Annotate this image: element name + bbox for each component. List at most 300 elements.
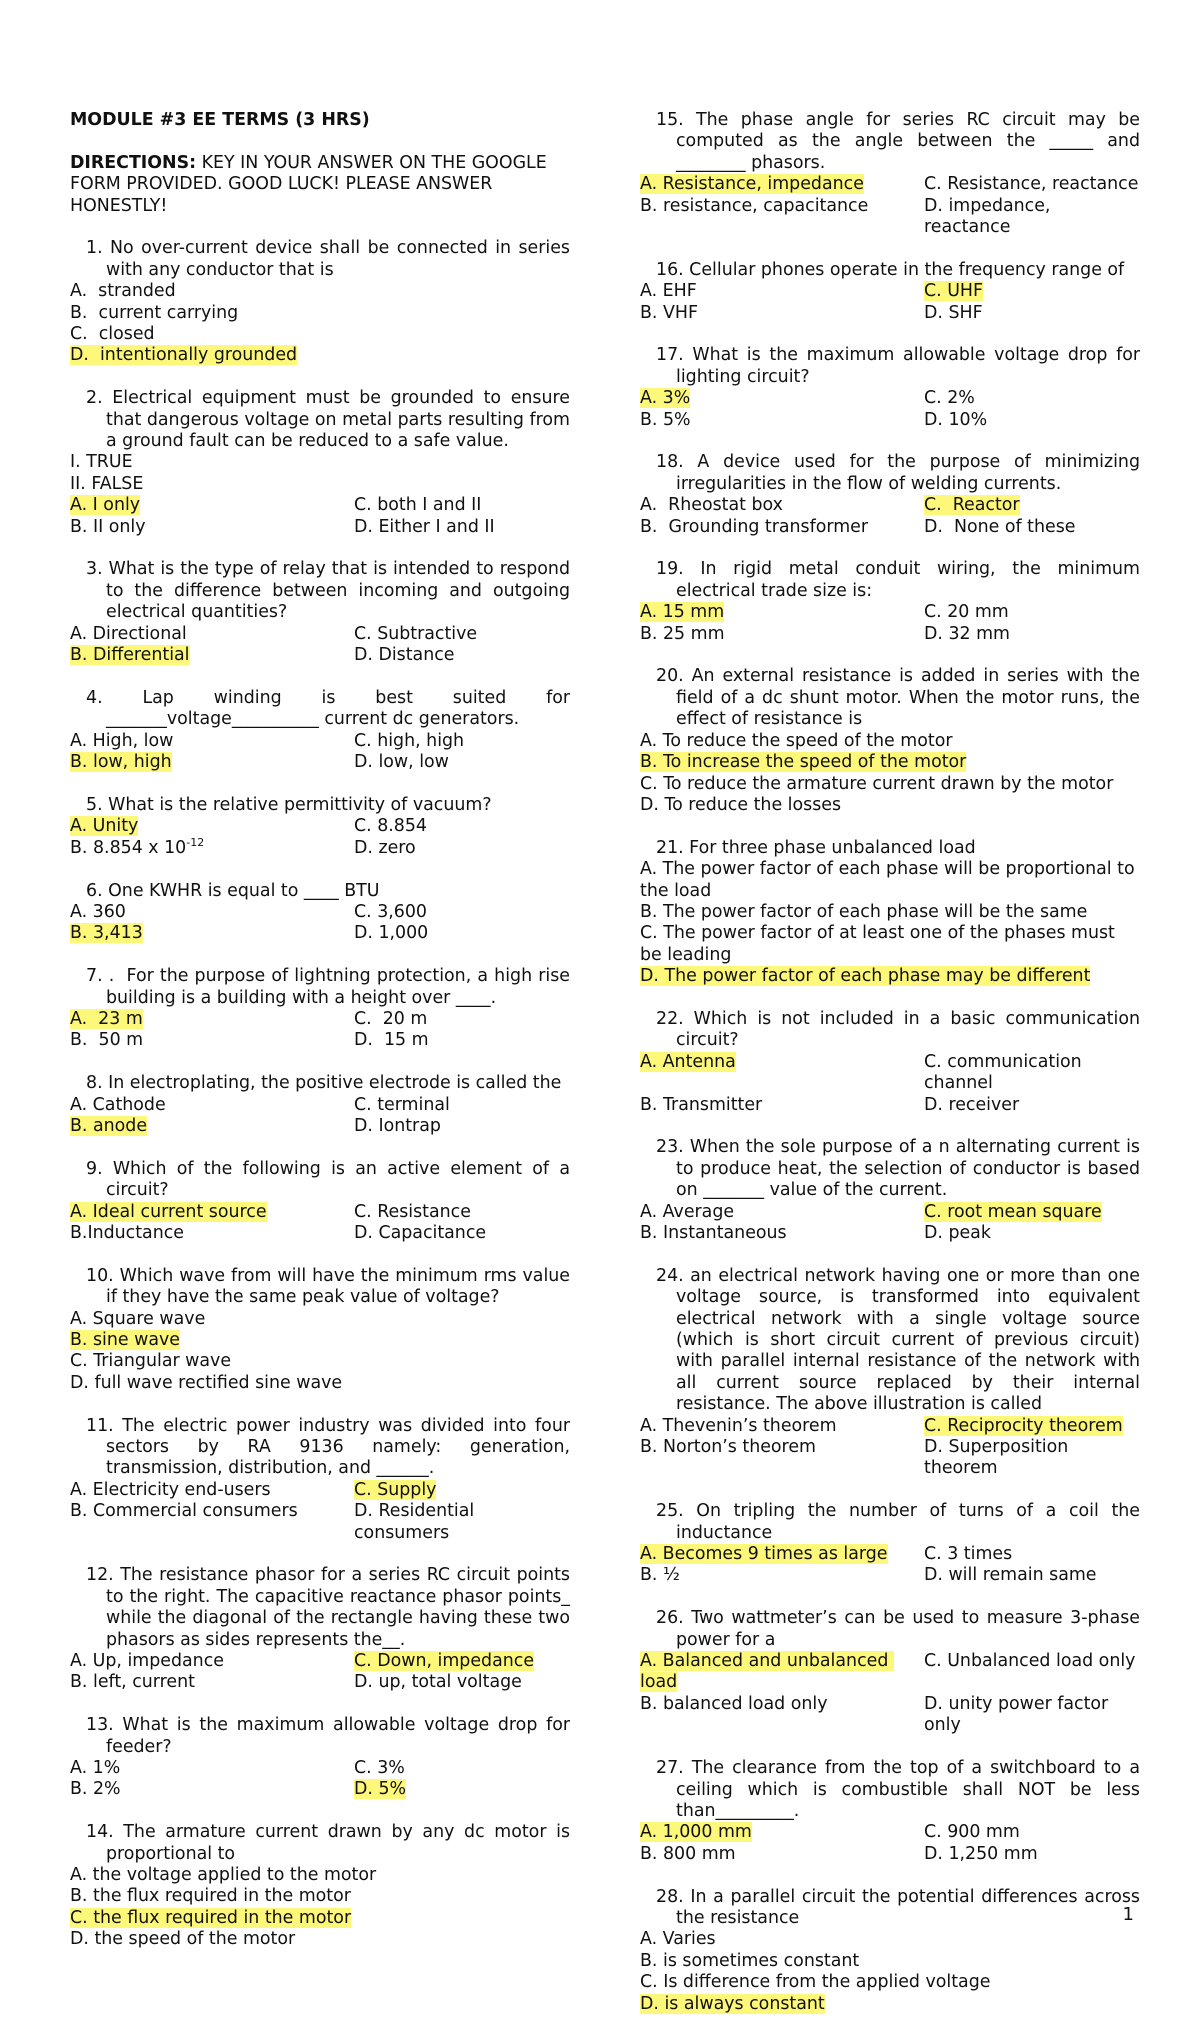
option: D. receiver xyxy=(924,1094,1020,1115)
question-text: 18. A device used for the purpose of minimizing irregularities in the flow of welding currents. xyxy=(656,452,1146,494)
option-line xyxy=(70,1309,570,1330)
option-row xyxy=(640,495,1140,516)
option-cell xyxy=(924,281,1140,302)
question-block xyxy=(640,838,1140,1009)
option-row xyxy=(640,517,1140,538)
option: B. balanced load only xyxy=(640,1693,828,1714)
option-cell xyxy=(640,1437,924,1480)
question-block xyxy=(640,1137,1146,1265)
option: D. Either I and II xyxy=(354,516,495,537)
option: B. current carrying xyxy=(70,302,239,323)
option-cell xyxy=(924,1844,1140,1865)
question-text: 3. What is the type of relay that is intended to respond to the difference between incoming and outgoing electrical quantities? xyxy=(86,559,576,623)
option-cell xyxy=(640,1565,924,1586)
option-cell xyxy=(640,495,924,516)
option-cell xyxy=(70,645,354,666)
option-row xyxy=(640,174,1140,195)
spacer xyxy=(640,1865,1140,1886)
option: B. 5% xyxy=(640,409,691,430)
option-cell xyxy=(640,517,924,538)
option-cell xyxy=(70,517,354,538)
option: B. Instantaneous xyxy=(640,1223,787,1243)
option-cell xyxy=(924,1095,1140,1116)
question-text: 21. For three phase unbalanced load xyxy=(656,837,976,858)
option: B. The power factor of each phase will be the same xyxy=(640,901,1088,922)
option-cell xyxy=(354,624,570,645)
option-cell xyxy=(70,1009,354,1030)
option: A. To reduce the speed of the motor xyxy=(640,730,953,751)
option-cell xyxy=(354,517,570,538)
option-line xyxy=(70,303,570,324)
option-cell xyxy=(70,1223,354,1244)
option-cell xyxy=(70,495,354,516)
question-text: 14. The armature current drawn by any dc motor is proportional to xyxy=(86,1822,576,1864)
question-block xyxy=(70,1715,576,1822)
spacer xyxy=(640,324,1140,345)
option: C. 3 times xyxy=(924,1544,1013,1565)
option-row xyxy=(640,1822,1140,1843)
option: C. 8.854 xyxy=(354,816,427,837)
option-row xyxy=(70,1009,570,1030)
option-cell xyxy=(924,495,1140,516)
option: D. low, low xyxy=(354,752,449,773)
spacer xyxy=(640,238,1140,259)
option-cell xyxy=(354,1501,570,1544)
option: C. communication channel xyxy=(924,1051,1088,1094)
option-row xyxy=(70,1651,570,1672)
option-cell xyxy=(354,495,570,516)
option-cell xyxy=(924,1544,1140,1565)
option-cell xyxy=(70,902,354,923)
option-line xyxy=(640,902,1140,923)
option: C. Resistance, reactance xyxy=(924,174,1139,195)
option-line xyxy=(70,1865,570,1886)
option: C. 2% xyxy=(924,388,975,409)
option: D. 15 m xyxy=(354,1030,429,1051)
option: A. the voltage applied to the motor xyxy=(70,1865,377,1886)
answer-option: C. Down, impedance xyxy=(354,1651,535,1672)
option-cell xyxy=(924,196,1140,239)
question-text: 24. an electrical network having one or more than one voltage source, is transformed into equivalent electrical network with a single voltage source (which is short circuit current of previous circuit) with parallel internal resistance of the network with all current source replaced by their internal resistance. The above illustration is called xyxy=(656,1265,1146,1415)
option-row xyxy=(70,1758,570,1779)
option-row xyxy=(70,1480,570,1501)
option: C. closed xyxy=(70,324,155,345)
question-block xyxy=(70,1822,576,1972)
question-list-right xyxy=(640,110,1146,2036)
answer-option: A. 15 mm xyxy=(640,602,725,623)
spacer xyxy=(70,1137,570,1158)
option-cell xyxy=(924,1651,1140,1694)
option: A. EHF xyxy=(640,281,697,302)
option-line xyxy=(70,1373,570,1394)
question-text: 7. . For the purpose of lightning protection, a high rise building is a building with a height over ____. xyxy=(86,966,576,1008)
option-cell xyxy=(640,196,924,239)
answer-option: A. Balanced and unbalanced load xyxy=(640,1651,894,1693)
option: D. will remain same xyxy=(924,1565,1097,1586)
option: D. Iontrap xyxy=(354,1115,441,1136)
option-row xyxy=(70,1116,570,1137)
answer-option: A. 3% xyxy=(640,388,691,409)
option: C. The power factor of at least one of the phases must be leading xyxy=(640,923,1121,965)
question-text: 22. Which is not included in a basic communication circuit? xyxy=(656,1008,1146,1051)
answer-option: A. Antenna xyxy=(640,1051,736,1072)
option-cell xyxy=(70,1116,354,1137)
question-block xyxy=(70,1158,576,1266)
question-block xyxy=(640,452,1146,559)
option: D. 10% xyxy=(924,409,988,430)
option: C. high, high xyxy=(354,730,465,751)
spacer xyxy=(640,1116,1140,1137)
answer-option: C. Reactor xyxy=(924,495,1020,516)
answer-option: B. sine wave xyxy=(70,1329,180,1350)
option-row xyxy=(70,902,570,923)
statement-line: II. FALSE xyxy=(70,473,144,494)
answer-option: A. I only xyxy=(70,495,141,516)
option-cell xyxy=(70,1480,354,1501)
question-text: 23. When the sole purpose of a n alternating current is to produce heat, the selection of conductor is based on _______ value of the current. xyxy=(656,1137,1146,1201)
option-row xyxy=(70,1779,570,1800)
option-line xyxy=(70,324,570,345)
answer-option: A. Unity xyxy=(70,816,139,837)
option-cell xyxy=(640,1416,924,1437)
option: A. 360 xyxy=(70,901,126,922)
option-row xyxy=(640,1223,1140,1244)
option: D. Distance xyxy=(354,645,455,666)
option-cell xyxy=(640,1095,924,1116)
answer-option: C. Supply xyxy=(354,1479,437,1500)
option-cell xyxy=(354,731,570,752)
option-cell xyxy=(640,1694,924,1737)
option-row xyxy=(640,1544,1140,1565)
answer-option: A. Ideal current source xyxy=(70,1201,267,1222)
option-cell xyxy=(354,1480,570,1501)
question-text: 4. Lap winding is best suited for _______voltage__________ current dc generators. xyxy=(86,687,576,730)
option: D. Residential consumers xyxy=(354,1501,480,1543)
option-row xyxy=(70,1223,570,1244)
answer-option: A. 1,000 mm xyxy=(640,1822,752,1843)
option-line xyxy=(640,1994,1140,2015)
left-column xyxy=(70,110,576,1972)
option-line xyxy=(70,281,570,302)
option-cell xyxy=(354,1116,570,1137)
option-cell xyxy=(640,281,924,302)
option-row xyxy=(640,196,1140,239)
question-text: 28. In a parallel circuit the potential differences across the resistance xyxy=(656,1886,1146,1928)
spacer xyxy=(70,1244,570,1265)
option: D. peak xyxy=(924,1223,991,1243)
answer-option: B. anode xyxy=(70,1115,148,1136)
option-cell xyxy=(70,752,354,773)
question-block xyxy=(70,966,576,1073)
option-row xyxy=(640,1416,1140,1437)
option: D. unity power factor only xyxy=(924,1693,1114,1736)
option-cell xyxy=(640,303,924,324)
spacer xyxy=(640,431,1140,452)
option-line xyxy=(640,1951,1140,1972)
spacer xyxy=(640,988,1140,1009)
option-cell xyxy=(640,1223,924,1244)
right-column xyxy=(640,110,1146,2036)
question-block xyxy=(640,559,1146,666)
option-cell xyxy=(924,602,1140,623)
option-cell xyxy=(354,645,570,666)
option-line xyxy=(640,923,1140,966)
option-row xyxy=(640,303,1140,324)
option-cell xyxy=(70,816,354,837)
option-row xyxy=(640,1437,1140,1480)
option-cell xyxy=(354,1758,570,1779)
spacer xyxy=(70,1951,570,1972)
question-text: 1. No over-current device shall be connected in series with any conductor that is xyxy=(86,238,576,280)
option: D. 1,250 mm xyxy=(924,1843,1038,1864)
option-line xyxy=(640,1972,1140,1993)
option: D. Capacitance xyxy=(354,1222,487,1243)
answer-option: B. To increase the speed of the motor xyxy=(640,752,967,773)
option: B. resistance, capacitance xyxy=(640,195,869,216)
spacer xyxy=(70,667,570,688)
question-text: 20. An external resistance is added in series with the field of a dc shunt motor. When the motor runs, the effect of resistance is xyxy=(656,666,1146,730)
option-cell xyxy=(70,923,354,944)
spacer xyxy=(70,945,570,966)
option: B. Norton’s theorem xyxy=(640,1437,816,1458)
option-cell xyxy=(354,1651,570,1672)
option: D. up, total voltage xyxy=(354,1672,522,1693)
option: D. SHF xyxy=(924,302,983,323)
answer-option: D. is always constant xyxy=(640,1993,825,2014)
option-row xyxy=(640,1694,1140,1737)
option-cell xyxy=(924,1202,1140,1223)
option-row xyxy=(70,517,570,538)
option-cell xyxy=(70,1672,354,1693)
spacer xyxy=(640,538,1140,559)
question-block xyxy=(70,559,576,687)
option-row xyxy=(70,1672,570,1693)
option: A. Thevenin’s theorem xyxy=(640,1415,837,1436)
option: B. Commercial consumers xyxy=(70,1501,298,1522)
spacer xyxy=(70,1801,570,1822)
directions xyxy=(70,153,570,217)
option-row xyxy=(70,645,570,666)
option: B. 8.854 x 10 xyxy=(70,837,187,858)
option: D. Superposition theorem xyxy=(924,1437,1074,1479)
option-cell xyxy=(640,1052,924,1095)
option: C. Resistance xyxy=(354,1201,471,1222)
option-cell xyxy=(924,1822,1140,1843)
option-line xyxy=(640,731,1140,752)
option-row xyxy=(640,281,1140,302)
answer-option: B. low, high xyxy=(70,752,172,773)
question-block xyxy=(70,1073,570,1159)
option-line xyxy=(640,1929,1140,1950)
option: C. To reduce the armature current drawn by the motor xyxy=(640,773,1114,794)
question-block xyxy=(70,388,576,559)
option-cell xyxy=(924,517,1140,538)
option: B. is sometimes constant xyxy=(640,1950,860,1971)
option: C. both I and II xyxy=(354,495,482,516)
option: B. left, current xyxy=(70,1672,195,1693)
question-list-left xyxy=(70,238,576,1972)
option-cell xyxy=(640,1822,924,1843)
option: B. Transmitter xyxy=(640,1094,763,1115)
option-cell xyxy=(640,602,924,623)
question-block xyxy=(640,1886,1146,2036)
option-row xyxy=(640,410,1140,431)
option-cell xyxy=(640,388,924,409)
option-cell xyxy=(640,624,924,645)
option: A. Varies xyxy=(640,1929,716,1950)
option-line xyxy=(640,774,1140,795)
spacer xyxy=(70,774,570,795)
question-text: 9. Which of the following is an active element of a circuit? xyxy=(86,1158,576,1201)
question-text: 8. In electroplating, the positive electrode is called the xyxy=(86,1073,562,1094)
option-row xyxy=(70,1202,570,1223)
question-block xyxy=(640,110,1146,260)
option-line xyxy=(70,1929,570,1950)
option-line xyxy=(640,966,1140,987)
answer-option: D. intentionally grounded xyxy=(70,345,298,366)
answer-option: A. Resistance, impedance xyxy=(640,174,864,195)
option: A. 1% xyxy=(70,1758,121,1779)
question-text: 16. Cellular phones operate in the frequency range of xyxy=(656,259,1125,280)
option: A. stranded xyxy=(70,281,176,302)
spacer xyxy=(70,1394,570,1415)
option-cell xyxy=(640,1202,924,1223)
option: C. 900 mm xyxy=(924,1822,1020,1843)
option-cell xyxy=(924,1416,1140,1437)
question-text: 13. What is the maximum allowable voltage drop for feeder? xyxy=(86,1715,576,1757)
option-cell xyxy=(640,1844,924,1865)
option: D. the speed of the motor xyxy=(70,1929,296,1950)
spacer xyxy=(70,1052,570,1073)
question-text: 27. The clearance from the top of a switchboard to a ceiling which is combustible shall NOT be less than_________. xyxy=(656,1758,1146,1821)
option: C. 3% xyxy=(354,1758,405,1779)
option-cell xyxy=(640,410,924,431)
spacer xyxy=(640,1244,1140,1265)
option-row xyxy=(70,624,570,645)
answer-option: C. UHF xyxy=(924,281,984,302)
option-row xyxy=(70,816,570,837)
option-cell xyxy=(354,1223,570,1244)
option: C. Unbalanced load only xyxy=(924,1651,1136,1672)
option: B.Inductance xyxy=(70,1222,184,1243)
option-row xyxy=(70,731,570,752)
option: C. Triangular wave xyxy=(70,1351,232,1372)
option: A. High, low xyxy=(70,730,174,751)
statement-line: I. TRUE xyxy=(70,452,133,473)
option: B. 800 mm xyxy=(640,1843,736,1864)
option: A. Average xyxy=(640,1201,735,1222)
question-text: 12. The resistance phasor for a series RC circuit points to the right. The capacitive reactance phasor points_ while the diagonal of the rectangle having these two phasors as sides represents the__. xyxy=(86,1565,576,1650)
option-row xyxy=(70,752,570,773)
option: B. II only xyxy=(70,516,146,537)
option-cell xyxy=(70,1095,354,1116)
option-line xyxy=(70,1330,570,1351)
option: D. 32 mm xyxy=(924,623,1010,644)
answer-option: B. Differential xyxy=(70,645,190,666)
option: C. 3,600 xyxy=(354,901,427,922)
page-title: MODULE #3 EE TERMS (3 HRS) xyxy=(70,110,370,130)
option-cell xyxy=(354,1030,570,1051)
spacer xyxy=(70,538,570,559)
option-cell xyxy=(70,624,354,645)
option-row xyxy=(70,923,570,944)
option: C. terminal xyxy=(354,1094,450,1115)
option-cell xyxy=(924,1694,1140,1737)
option: D. None of these xyxy=(924,516,1076,537)
option-row xyxy=(640,624,1140,645)
option: A. Rheostat box xyxy=(640,495,783,516)
spacer xyxy=(640,1737,1140,1758)
option-row xyxy=(640,1202,1140,1223)
question-block xyxy=(70,1265,576,1416)
option-cell xyxy=(354,838,570,859)
option-cell xyxy=(354,902,570,923)
option-cell xyxy=(640,1544,924,1565)
option-cell xyxy=(924,410,1140,431)
option-row xyxy=(640,1651,1140,1694)
question-text: 17. What is the maximum allowable voltage drop for lighting circuit? xyxy=(656,345,1146,387)
option: A. The power factor of each phase will be proportional to the load xyxy=(640,859,1141,901)
question-block xyxy=(640,1501,1146,1608)
spacer xyxy=(640,2015,1140,2036)
option-cell xyxy=(70,1202,354,1223)
question-block xyxy=(640,1758,1146,1886)
option-cell xyxy=(924,1565,1140,1586)
answer-option: A. Becomes 9 times as large xyxy=(640,1544,888,1565)
option-row xyxy=(70,1501,570,1544)
question-text: 15. The phase angle for series RC circuit may be computed as the angle between the _____ and ________ phasors. xyxy=(656,110,1146,173)
option-cell xyxy=(354,1779,570,1800)
option-cell xyxy=(924,388,1140,409)
option-line xyxy=(70,1908,570,1929)
option: B. Grounding transformer xyxy=(640,516,869,537)
spacer xyxy=(70,859,570,880)
option-cell xyxy=(354,1672,570,1693)
question-block xyxy=(70,795,570,881)
question-text: 19. In rigid metal conduit wiring, the minimum electrical trade size is: xyxy=(656,559,1146,601)
question-text: 25. On tripling the number of turns of a coil the inductance xyxy=(656,1501,1146,1543)
spacer xyxy=(70,1694,570,1715)
answer-option: B. 3,413 xyxy=(70,923,143,944)
option: B. VHF xyxy=(640,302,698,323)
option-row xyxy=(70,835,570,859)
option: A. Directional xyxy=(70,623,187,644)
option-cell xyxy=(924,1223,1140,1244)
option-cell xyxy=(354,923,570,944)
question-text: 6. One KWHR is equal to ____ BTU xyxy=(86,880,380,901)
option: C. 20 m xyxy=(354,1008,428,1029)
option-row xyxy=(70,1030,570,1051)
option-cell xyxy=(354,1095,570,1116)
question-block xyxy=(640,666,1146,837)
question-block xyxy=(70,1565,576,1715)
option-cell xyxy=(70,1779,354,1800)
question-block xyxy=(640,1608,1146,1758)
spacer xyxy=(640,1587,1140,1608)
option-cell xyxy=(70,1758,354,1779)
page-number: 1 xyxy=(1122,1904,1134,1925)
option-cell xyxy=(640,174,924,195)
option-line xyxy=(70,1351,570,1372)
answer-option: D. 5% xyxy=(354,1779,407,1800)
option: C. Is difference from the applied voltage xyxy=(640,1972,991,1993)
question-block xyxy=(70,238,576,388)
option: D. zero xyxy=(354,837,416,858)
option-cell xyxy=(354,1009,570,1030)
spacer xyxy=(640,645,1140,666)
option-cell xyxy=(70,835,354,859)
option: B. the flux required in the motor xyxy=(70,1886,351,1907)
